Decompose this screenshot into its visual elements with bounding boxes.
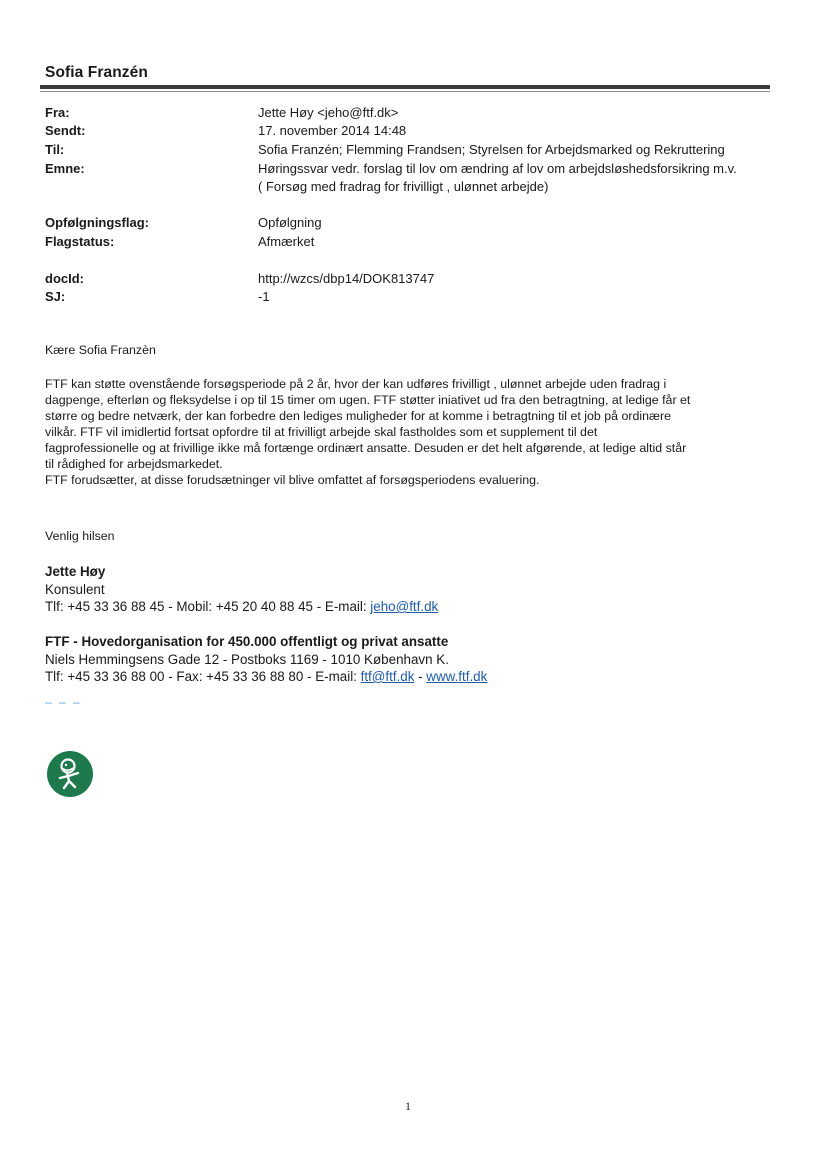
org-email-link[interactable]: ftf@ftf.dk <box>360 669 415 684</box>
signature-email-link[interactable]: jeho@ftf.dk <box>370 599 439 614</box>
flag-status-label: Flagstatus: <box>45 234 115 249</box>
body-line: FTF forudsætter, at disse forudsætninger vil blive omfattet af forsøgsperiodens evaluering. <box>45 473 540 487</box>
signature-title: Konsulent <box>45 582 105 597</box>
sj-label: SJ: <box>45 289 66 304</box>
signature-phone-line: Tlf: +45 33 36 88 45 - Mobil: +45 20 40 88 45 - E-mail: <box>45 599 371 614</box>
ftf-logo-icon <box>47 751 93 797</box>
sj-value: -1 <box>258 289 270 304</box>
body-line: dagpenge, efterløn og fleksydelse i op til 15 timer om ugen. FTF støtter iniativet ud fra den betragtning, at ledige får et <box>45 393 691 407</box>
body-line: FTF kan støtte ovenstående forsøgsperiode på 2 år, hvor der kan udføres frivilligt , ulønnet arbejde uden fradrag i <box>45 377 667 391</box>
sent-value: 17. november 2014 14:48 <box>258 123 407 138</box>
body-line: til rådighed for arbejdsmarkedet. <box>45 457 223 471</box>
subject-value-continued: ( Forsøg med fradrag for frivilligt , ulønnet arbejde) <box>258 179 549 194</box>
from-label: Fra: <box>45 105 70 120</box>
signature-contact <box>45 598 438 616</box>
website-link[interactable]: www.ftf.dk <box>426 669 488 684</box>
subject-value: Høringssvar vedr. forslag til lov om ændring af lov om arbejdsløshedsforsikring m.v. <box>258 161 737 176</box>
followup-flag-value: Opfølgning <box>258 215 322 230</box>
docid-label: docId: <box>45 271 84 286</box>
sender-title: Sofia Franzén <box>45 64 148 81</box>
signature-dashes: – – – <box>45 695 82 709</box>
from-value: Jette Høy <jeho@ftf.dk> <box>258 105 399 120</box>
docid-value: http://wzcs/dbp14/DOK813747 <box>258 271 435 286</box>
body-line: fagprofessionelle og at frivillige ikke må fortænge ordinært ansatte. Desuden er det helt afgørende, at ledige altid står <box>45 441 687 455</box>
org-contact <box>45 668 487 686</box>
to-label: Til: <box>45 142 65 157</box>
signature-name: Jette Høy <box>45 564 106 579</box>
link-separator: - <box>414 669 427 684</box>
body-line: større og bedre netværk, der kan forbedre den lediges muligheder for at komme i betragtning til et job på ordinære <box>45 409 672 423</box>
followup-flag-label: Opfølgningsflag: <box>45 215 149 230</box>
closing: Venlig hilsen <box>45 529 115 543</box>
org-name: FTF - Hovedorganisation for 450.000 offentligt og privat ansatte <box>45 634 449 649</box>
header-divider-thin <box>40 91 770 92</box>
to-value: Sofia Franzén; Flemming Frandsen; Styrelsen for Arbejdsmarked og Rekruttering <box>258 142 725 157</box>
header-divider <box>40 85 770 89</box>
org-address: Niels Hemmingsens Gade 12 - Postboks 1169 - 1010 København K. <box>45 652 449 667</box>
greeting: Kære Sofia Franzèn <box>45 343 156 357</box>
page-number: 1 <box>405 1099 411 1113</box>
sent-label: Sendt: <box>45 123 86 138</box>
subject-label: Emne: <box>45 161 85 176</box>
body-line: vilkår. FTF vil imidlertid fortsat opfordre til at frivilligt arbejde skal fastholdes som et supplement til det <box>45 425 598 439</box>
org-phone-line: Tlf: +45 33 36 88 00 - Fax: +45 33 36 88 80 - E-mail: <box>45 669 361 684</box>
flag-status-value: Afmærket <box>258 234 315 249</box>
